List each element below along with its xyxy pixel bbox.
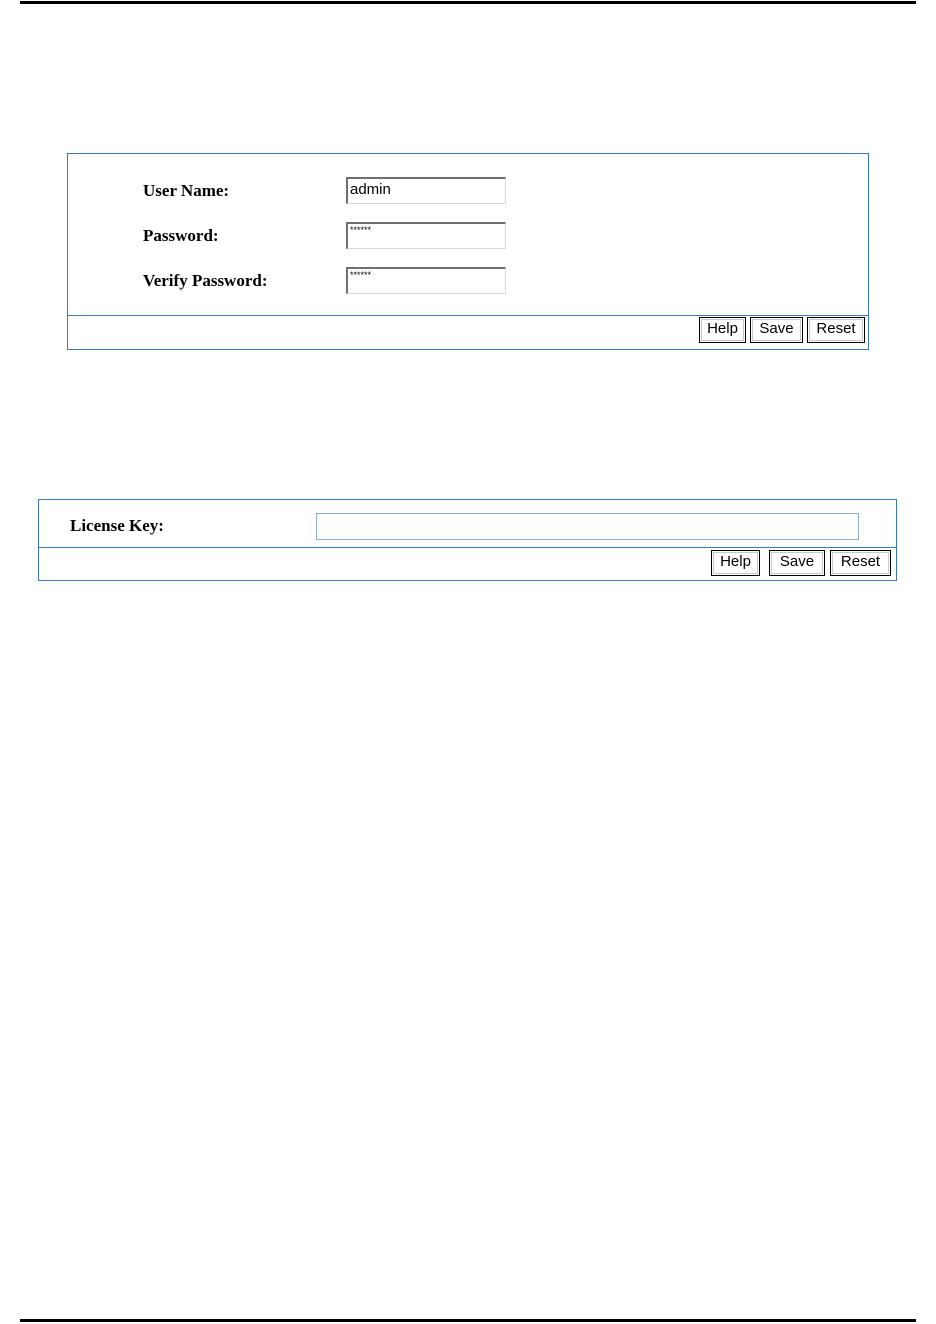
password-field[interactable]: ****** (346, 222, 506, 249)
save-button[interactable]: Save (750, 317, 803, 343)
help-button[interactable]: Help (699, 317, 746, 343)
user-name-label: User Name: (143, 181, 230, 200)
verify-password-field[interactable]: ****** (346, 267, 506, 294)
license-key-label: License Key: (70, 516, 164, 535)
help-button[interactable]: Help (711, 550, 760, 576)
reset-button[interactable]: Reset (830, 550, 891, 576)
user-name-field[interactable]: admin (346, 177, 506, 204)
license-key-input[interactable] (316, 513, 859, 540)
page-top-rule (20, 1, 916, 4)
account-settings-panel (67, 153, 869, 350)
password-label: Password: (143, 226, 219, 245)
license-panel-divider (39, 547, 896, 548)
page-bottom-rule (20, 1319, 916, 1322)
account-panel-divider (68, 315, 868, 316)
save-button[interactable]: Save (769, 550, 825, 576)
reset-button[interactable]: Reset (807, 317, 865, 343)
license-key-panel (38, 499, 897, 581)
verify-password-label: Verify Password: (143, 271, 268, 290)
